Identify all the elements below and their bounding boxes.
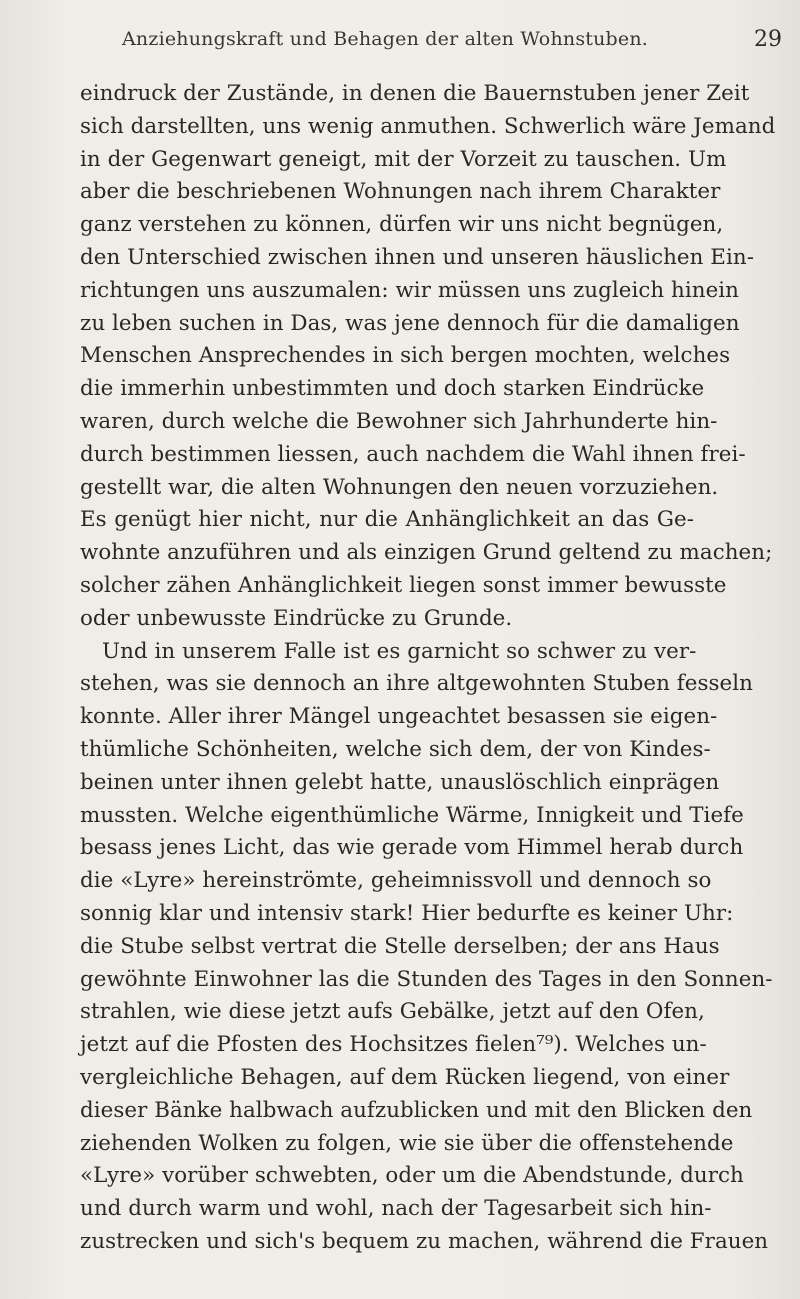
text-line: die «Lyre» hereinströmte, geheimnissvoll und dennoch so	[80, 868, 712, 894]
text-line: Es genügt hier nicht, nur die Anhänglichkeit an das Ge-	[80, 507, 694, 533]
text-line: durch bestimmen liessen, auch nachdem die Wahl ihnen frei-	[80, 441, 746, 467]
text-line: jetzt auf die Pfosten des Hochsitzes fielen⁷⁹). Welches un-	[80, 1032, 707, 1058]
running-head	[110, 27, 782, 58]
body-text	[80, 78, 776, 1259]
text-line: ziehenden Wolken zu folgen, wie sie über die offenstehende	[80, 1130, 734, 1156]
text-line: eindruck der Zustände, in denen die Bauernstuben jener Zeit	[80, 81, 750, 106]
text-line: und durch warm und wohl, nach der Tagesarbeit sich hin-	[80, 1196, 712, 1222]
running-title: Anziehungskraft und Behagen der alten Wohnstuben.	[122, 28, 649, 50]
text-line: die Stube selbst vertrat die Stelle derselben; der ans Haus	[80, 933, 720, 959]
text-line: mussten. Welche eigenthümliche Wärme, Innigkeit und Tiefe	[80, 802, 744, 828]
text-line: sonnig klar und intensiv stark! Hier bedurfte es keiner Uhr:	[80, 900, 734, 926]
text-line: «Lyre» vorüber schwebten, oder um die Abendstunde, durch	[80, 1163, 744, 1189]
text-line: Menschen Ansprechendes in sich bergen mochten, welches	[80, 343, 731, 369]
text-line: die immerhin unbestimmten und doch starken Eindrücke	[80, 376, 705, 402]
text-line: solcher zähen Anhänglichkeit liegen sonst immer bewusste	[80, 572, 727, 598]
paragraph-end-line: oder unbewusste Eindrücke zu Grunde.	[80, 605, 513, 631]
text-line: in der Gegenwart geneigt, mit der Vorzeit zu tauschen. Um	[80, 146, 727, 172]
text-line: konnte. Aller ihrer Mängel ungeachtet besassen sie eigen-	[80, 704, 718, 730]
paragraph-start-line: Und in unserem Falle ist es garnicht so schwer zu ver-	[102, 638, 697, 664]
text-line: strahlen, wie diese jetzt aufs Gebälke, jetzt auf den Ofen,	[80, 999, 705, 1025]
text-line: den Unterschied zwischen ihnen und unseren häuslichen Ein-	[80, 244, 754, 270]
text-line: dieser Bänke halbwach aufzublicken und mit den Blicken den	[80, 1097, 753, 1123]
text-line: ganz verstehen zu können, dürfen wir uns nicht begnügen,	[80, 212, 724, 238]
text-line: sich darstellten, uns wenig anmuthen. Schwerlich wäre Jemand	[80, 113, 776, 139]
text-line: gewöhnte Einwohner las die Stunden des Tages in den Sonnen-	[80, 966, 773, 992]
text-line: stehen, was sie dennoch an ihre altgewohnten Stuben fesseln	[80, 671, 753, 697]
text-line: vergleichliche Behagen, auf dem Rücken liegend, von einer	[80, 1064, 730, 1090]
text-line: wohnte anzuführen und als einzigen Grund geltend zu machen;	[80, 540, 773, 566]
text-line: waren, durch welche die Bewohner sich Jahrhunderte hin-	[80, 408, 718, 434]
text-line: beinen unter ihnen gelebt hatte, unauslöschlich einprägen	[80, 769, 720, 795]
text-line: thümliche Schönheiten, welche sich dem, der von Kindes-	[80, 736, 711, 762]
text-line: zu leben suchen in Das, was jene dennoch für die damaligen	[80, 310, 740, 336]
page-number: 29	[754, 27, 782, 52]
text-line: gestellt war, die alten Wohnungen den neuen vorzuziehen.	[80, 474, 719, 500]
text-line: aber die beschriebenen Wohnungen nach ihrem Charakter	[80, 179, 721, 205]
text-line: zustrecken und sich's bequem zu machen, während die Frauen	[80, 1228, 769, 1254]
text-line: richtungen uns auszumalen: wir müssen uns zugleich hinein	[80, 277, 740, 303]
text-line: besass jenes Licht, das wie gerade vom Himmel herab durch	[80, 835, 744, 861]
